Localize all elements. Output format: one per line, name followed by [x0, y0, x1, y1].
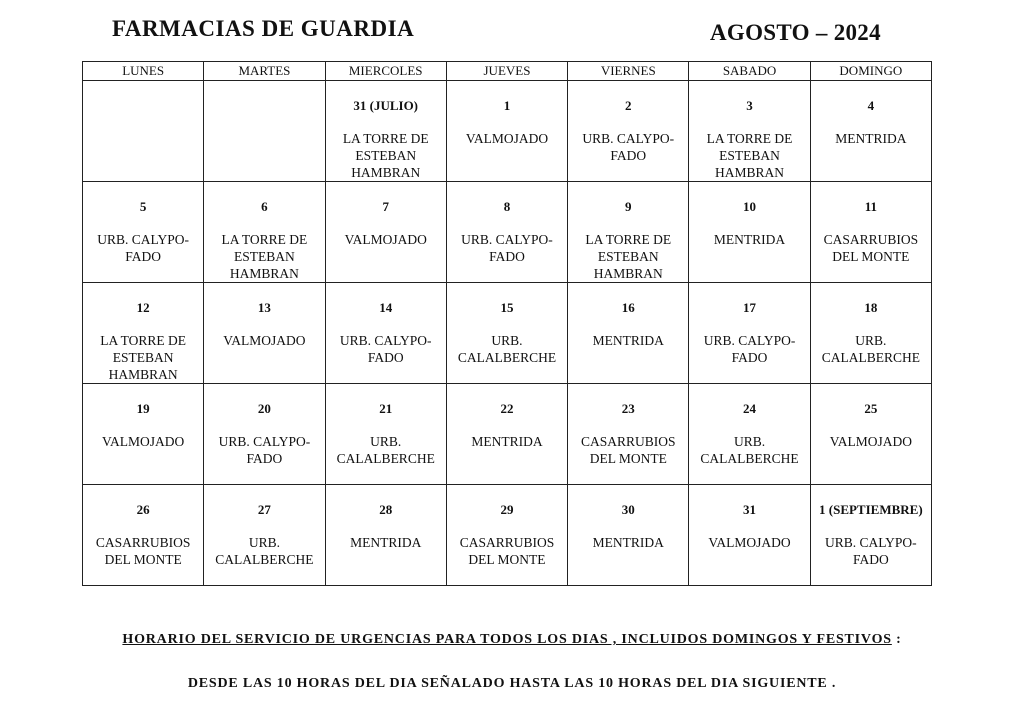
day-number: 16: [621, 300, 635, 315]
day-cell: [204, 182, 325, 283]
month-label: AGOSTO – 2024: [710, 20, 881, 45]
weekday-header: VIERNES: [568, 62, 689, 81]
day-cell: [83, 384, 204, 485]
day-cell: [689, 182, 810, 283]
weekday-header: SABADO: [689, 62, 810, 81]
day-cell: [83, 283, 204, 384]
day-cell: [204, 485, 325, 586]
pharmacy-name: URB. CALALBERCHE: [457, 333, 557, 365]
day-cell: [446, 485, 567, 586]
day-cell: [568, 182, 689, 283]
day-cell: [204, 384, 325, 485]
day-number: 10: [743, 199, 757, 214]
pharmacy-name: VALMOJADO: [829, 434, 912, 449]
day-number: 1 (SEPTIEMBRE): [819, 502, 923, 517]
day-number: 27: [257, 502, 271, 517]
day-cell: [810, 283, 931, 384]
day-number: 26: [136, 502, 150, 517]
weekday-header: MIERCOLES: [325, 62, 446, 81]
day-number: 29: [500, 502, 514, 517]
day-cell: [83, 182, 204, 283]
pharmacy-name: VALMOJADO: [708, 535, 791, 550]
weekday-header-row: [83, 62, 932, 81]
day-number: 28: [379, 502, 393, 517]
pharmacy-name: URB. CALALBERCHE: [700, 434, 799, 466]
day-cell: [689, 384, 810, 485]
pharmacy-name: LA TORRE DE ESTEBAN HAMBRAN: [342, 131, 429, 180]
pharmacy-name: VALMOJADO: [223, 333, 306, 348]
day-cell: [325, 182, 446, 283]
pharmacy-name: MENTRIDA: [835, 131, 907, 146]
day-number: 31 (JULIO): [353, 98, 419, 113]
day-number: 31: [743, 502, 757, 517]
pharmacy-name: URB. CALYPO-FADO: [825, 535, 917, 567]
pharmacy-name: LA TORRE DE ESTEBAN HAMBRAN: [221, 232, 308, 281]
day-cell: [568, 485, 689, 586]
pharmacy-name: URB. CALALBERCHE: [215, 535, 314, 567]
day-number: 13: [257, 300, 271, 315]
day-cell: [83, 81, 204, 182]
week-row: [83, 283, 932, 384]
weekday-header: LUNES: [83, 62, 204, 81]
week-row: [83, 485, 932, 586]
duty-calendar: [82, 61, 932, 586]
day-number: 25: [864, 401, 878, 416]
pharmacy-name: URB. CALALBERCHE: [336, 434, 435, 466]
week-row: [83, 182, 932, 283]
page-title: FARMACIAS DE GUARDIA: [112, 16, 415, 41]
day-cell: [83, 485, 204, 586]
schedule-note: [0, 632, 1024, 648]
pharmacy-name: LA TORRE DE ESTEBAN HAMBRAN: [585, 232, 672, 281]
pharmacy-name: URB. CALYPO-FADO: [461, 232, 553, 264]
day-number: 12: [136, 300, 150, 315]
pharmacy-name: LA TORRE DE ESTEBAN HAMBRAN: [706, 131, 793, 180]
pharmacy-name: MENTRIDA: [592, 333, 664, 348]
day-number: 1: [503, 98, 511, 113]
pharmacy-name: VALMOJADO: [344, 232, 427, 247]
pharmacy-name: URB. CALALBERCHE: [821, 333, 920, 365]
pharmacy-name: URB. CALYPO-FADO: [582, 131, 675, 163]
schedule-detail: DESDE LAS 10 HORAS DEL DIA SEÑALADO HASTA LAS 10 HORAS DEL DIA SIGUIENTE .: [187, 676, 837, 691]
day-number: 2: [625, 98, 632, 113]
day-cell: [689, 283, 810, 384]
pharmacy-name: LA TORRE DE ESTEBAN HAMBRAN: [100, 333, 187, 382]
pharmacy-name: URB. CALYPO-FADO: [97, 232, 189, 264]
day-number: 3: [746, 98, 753, 113]
day-cell: [810, 81, 931, 182]
day-cell: [810, 182, 931, 283]
day-cell: [446, 283, 567, 384]
day-number: 19: [136, 401, 150, 416]
day-number: 11: [864, 199, 877, 214]
week-row: [83, 384, 932, 485]
day-number: 24: [743, 401, 757, 416]
pharmacy-name: CASARRUBIOS DEL MONTE: [459, 535, 555, 567]
pharmacy-name: URB. CALYPO-FADO: [703, 333, 796, 365]
day-cell: [446, 182, 567, 283]
day-cell: [568, 384, 689, 485]
pharmacy-name: MENTRIDA: [592, 535, 664, 550]
weekday-header: JUEVES: [446, 62, 567, 81]
day-number: 6: [261, 199, 268, 214]
day-cell: [689, 485, 810, 586]
pharmacy-name: MENTRIDA: [713, 232, 786, 247]
pharmacy-name: URB. CALYPO-FADO: [339, 333, 432, 365]
day-number: 5: [139, 199, 147, 214]
pharmacy-name: VALMOJADO: [465, 131, 549, 146]
pharmacy-name: URB. CALYPO-FADO: [218, 434, 311, 466]
day-number: 23: [621, 401, 635, 416]
pharmacy-name: MENTRIDA: [350, 535, 422, 550]
day-number: 21: [379, 401, 393, 416]
day-cell: [810, 384, 931, 485]
day-cell: [810, 485, 931, 586]
day-number: 8: [503, 199, 511, 214]
day-number: 17: [743, 300, 757, 315]
day-cell: [689, 81, 810, 182]
day-cell: [325, 283, 446, 384]
schedule-title: HORARIO DEL SERVICIO DE URGENCIAS PARA TODOS LOS DIAS , INCLUIDOS DOMINGOS Y FESTIVOS: [122, 632, 892, 647]
day-cell: [204, 283, 325, 384]
day-cell: [325, 81, 446, 182]
weekday-header: MARTES: [204, 62, 325, 81]
week-row: [83, 81, 932, 182]
day-cell: [568, 283, 689, 384]
day-number: 7: [382, 199, 389, 214]
pharmacy-name: CASARRUBIOS DEL MONTE: [823, 232, 919, 264]
day-cell: [568, 81, 689, 182]
pharmacy-name: CASARRUBIOS DEL MONTE: [581, 434, 676, 466]
day-number: 14: [379, 300, 393, 315]
day-cell: [204, 81, 325, 182]
day-cell: [325, 384, 446, 485]
day-cell: [446, 384, 567, 485]
pharmacy-name: VALMOJADO: [102, 434, 185, 449]
day-number: 20: [257, 401, 271, 416]
schedule-colon: :: [891, 632, 902, 647]
pharmacy-name: MENTRIDA: [471, 434, 543, 449]
day-number: 15: [500, 300, 514, 315]
day-number: 18: [864, 300, 878, 315]
day-number: 4: [867, 98, 875, 113]
day-number: 22: [500, 401, 514, 416]
day-number: 30: [621, 502, 635, 517]
pharmacy-name: CASARRUBIOS DEL MONTE: [95, 535, 191, 567]
weekday-header: DOMINGO: [810, 62, 931, 81]
day-cell: [446, 81, 567, 182]
day-number: 9: [625, 199, 632, 214]
day-cell: [325, 485, 446, 586]
